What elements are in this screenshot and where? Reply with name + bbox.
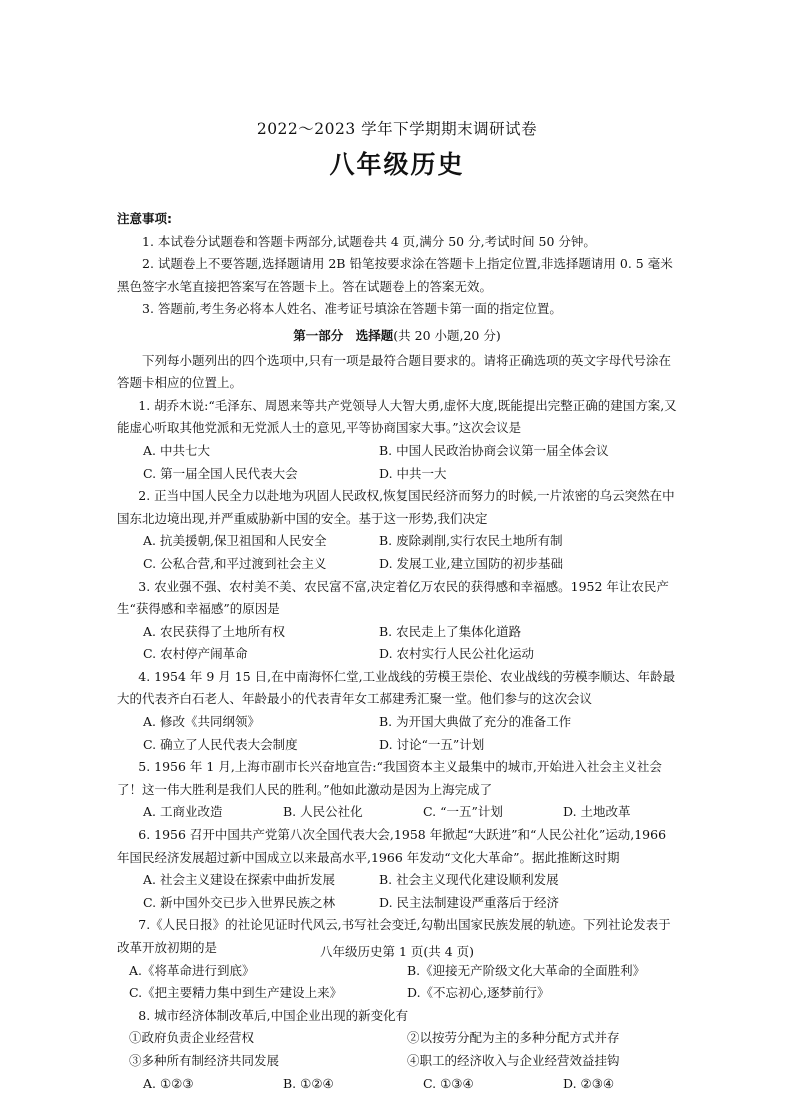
option: D. 中共一大 <box>379 465 447 481</box>
question-stem: 5. 1956 年 1 月,上海市副市长兴奋地宣告:“我国资本主义最集中的城市,开始进入社会主义社会了！这一伟大胜利是我们人民的胜利。”他如此激动是因为上海完成了 <box>117 759 662 797</box>
question-options <box>117 440 677 485</box>
question-stem: 2. 正当中国人民全力以赴地为巩固人民政权,恢复国民经济而努力的时候,一片浓密的乌云突然在中国东北边境出现,并严重威胁新中国的安全。基于这一形势,我们决定 <box>117 488 675 526</box>
notice-item: 2. 试题卷上不要答题,选择题请用 2B 铅笔按要求涂在答题卡上指定位置,非选择题请用 0. 5 毫米黑色签字水笔直接把答案写在答题卡上。答在试题卷上的答案无效。 <box>117 256 673 294</box>
option: D. 民主法制建设严重落后于经济 <box>379 894 560 910</box>
option: A. 抗美援朝,保卫祖国和人民安全 <box>143 533 327 549</box>
question-options <box>117 1073 677 1095</box>
option: D. 土地改革 <box>563 804 631 820</box>
notice-item: 3. 答题前,考生务必将本人姓名、准考证号填涂在答题卡第一面的指定位置。 <box>142 301 562 317</box>
question-options <box>117 869 677 914</box>
option: B.《迎接无产阶级文化大革命的全面胜利》 <box>407 962 646 978</box>
option: B. 废除剥削,实行农民土地所有制 <box>379 533 563 549</box>
question-stem: 8. 城市经济体制改革后,中国企业出现的新变化有 <box>138 1007 409 1023</box>
option: A. 中共七大 <box>143 442 210 458</box>
statement: ①政府负责企业经营权 <box>129 1030 255 1046</box>
question-options <box>117 621 677 666</box>
option: A. ①②③ <box>143 1075 194 1091</box>
option: C. 公私合营,和平过渡到社会主义 <box>143 555 327 571</box>
question-stem: 6. 1956 召开中国共产党第八次全国代表大会,1958 年掀起“大跃进”和“人民公社化”运动,1966 年国民经济发展超过新中国成立以来最高水平,1966 年发动“文化大革命”。据此推断这时期 <box>117 827 667 865</box>
option: D. 讨论“一五”计划 <box>379 736 485 752</box>
option: C. 确立了人民代表大会制度 <box>143 736 298 752</box>
option: B. 农民走上了集体化道路 <box>379 623 522 639</box>
question <box>117 756 677 824</box>
question-stem: 1. 胡乔木说:“毛泽东、周恩来等共产党领导人大智大勇,虚怀大度,既能提出完整正确的建国方案,又能虚心听取其他党派和无党派人士的意见,平等协商国家大事。”这次会议是 <box>117 397 677 436</box>
exam-subtitle: 2022～2023 学年下学期期末调研试卷 <box>256 120 538 138</box>
section-note: (共 20 小题,20 分) <box>393 327 501 343</box>
option: C. 农村停产闹革命 <box>143 646 248 662</box>
section-instructions: 下列每小题列出的四个选项中,只有一项是最符合题目要求的。请将正确选项的英文字母代号涂在答题卡相应的位置上。 <box>117 352 671 391</box>
notice-block <box>117 208 677 321</box>
option: C. 第一届全国人民代表大会 <box>143 465 298 481</box>
statement: ③多种所有制经济共同发展 <box>129 1052 280 1068</box>
question-options <box>117 711 677 756</box>
option: A. 农民获得了土地所有权 <box>143 623 285 639</box>
question <box>117 1005 677 1095</box>
statement: ④职工的经济收入与企业经营效益挂钩 <box>407 1052 620 1068</box>
notice-item: 1. 本试卷分试题卷和答题卡两部分,试题卷共 4 页,满分 50 分,考试时间 50 分钟。 <box>142 233 596 249</box>
statement: ②以按劳分配为主的多种分配方式并存 <box>407 1030 620 1046</box>
option: D. 发展工业,建立国防的初步基础 <box>379 555 563 571</box>
option: B. ①②④ <box>283 1075 334 1091</box>
option: C. ①③④ <box>423 1075 474 1091</box>
option: B. 社会主义现代化建设顺利发展 <box>379 872 559 888</box>
question <box>117 576 677 666</box>
section-title: 第一部分 选择题 <box>293 327 394 343</box>
option: A. 社会主义建设在探索中曲折发展 <box>143 872 335 888</box>
page-footer: 八年级历史第 1 页(共 4 页) <box>319 944 475 959</box>
option: A. 工商业改造 <box>143 804 223 820</box>
exam-title: 八年级历史 <box>329 150 465 179</box>
option: B. 中国人民政治协商会议第一届全体会议 <box>379 442 609 458</box>
option: C.《把主要精力集中到生产建设上来》 <box>129 985 343 1001</box>
question-stem: 3. 农业强不强、农村美不美、农民富不富,决定着亿万农民的获得感和幸福感。1952 年让农民产生“获得感和幸福感”的原因是 <box>117 578 669 617</box>
option: D. ②③④ <box>563 1075 615 1091</box>
option: C. “一五”计划 <box>423 804 503 820</box>
option: B. 人民公社化 <box>283 804 363 820</box>
question-options <box>117 960 677 1005</box>
question <box>117 824 677 914</box>
option: A.《将革命进行到底》 <box>129 962 255 978</box>
question <box>117 666 677 756</box>
option: D. 农村实行人民公社化运动 <box>379 646 535 662</box>
question-statements <box>117 1027 677 1072</box>
question-options <box>117 801 677 824</box>
option: C. 新中国外交已步入世界民族之林 <box>143 894 336 910</box>
question <box>117 395 677 485</box>
question-stem: 4. 1954 年 9 月 15 日,在中南海怀仁堂,工业战线的劳模王崇伦、农业战线的劳模李顺达、年龄最大的代表齐白石老人、年龄最小的代表青年女工郝建秀汇聚一堂。他们参与的这次会议 <box>117 668 676 707</box>
option: A. 修改《共同纲领》 <box>143 714 260 730</box>
section-heading <box>117 325 677 348</box>
question-options <box>117 530 677 575</box>
question-stem: 7.《人民日报》的社论见证时代风云,书写社会变迁,勾勒出国家民族发展的轨迹。下列社论发表于改革开放初期的是 <box>117 917 671 955</box>
option: B. 为开国大典做了充分的准备工作 <box>379 714 572 730</box>
option: D.《不忘初心,逐梦前行》 <box>407 985 550 1001</box>
question <box>117 485 677 575</box>
notice-heading: 注意事项: <box>117 211 172 226</box>
